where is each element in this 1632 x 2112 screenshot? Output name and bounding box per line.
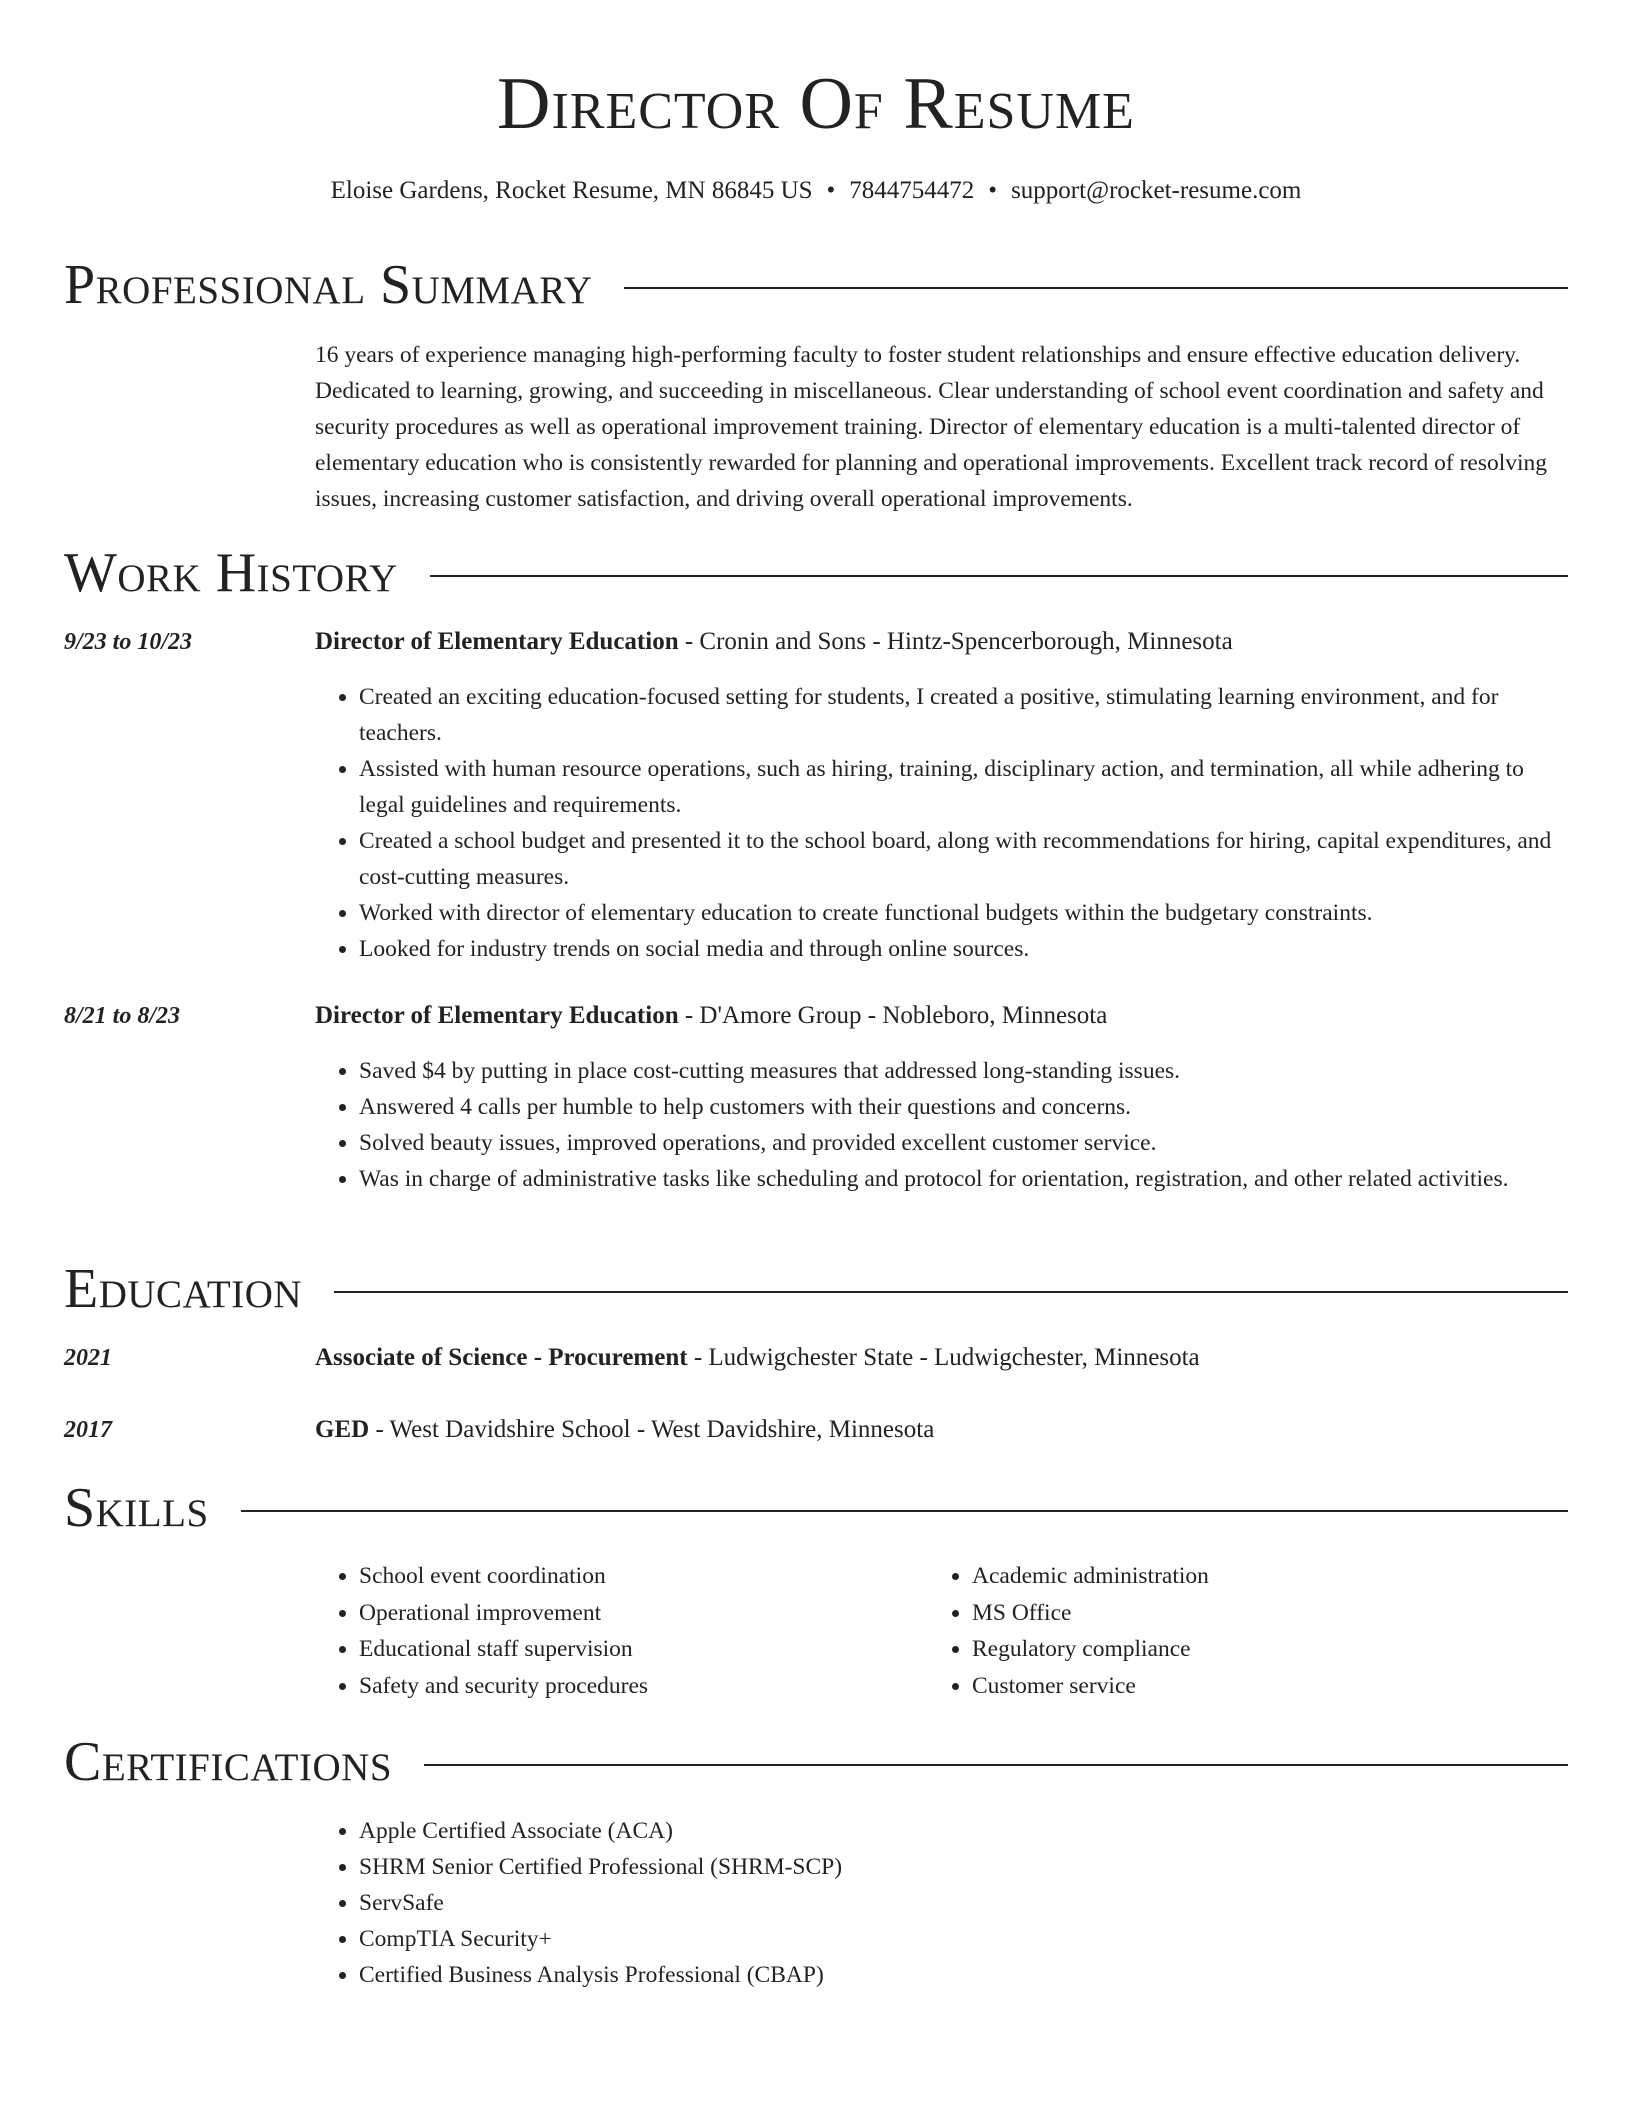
- list-item: • Certified Business Analysis Professional (CBAP): [359, 1957, 1568, 1993]
- education-details: - Ludwigchester State - Ludwigchester, Minnesota: [687, 1344, 1200, 1371]
- job-title: Director of Elementary Education: [315, 1002, 679, 1029]
- list-item: • CompTIA Security+: [359, 1921, 1568, 1957]
- job-dates: 8/21 to 8/23: [64, 1003, 181, 1029]
- contact-address: Eloise Gardens, Rocket Resume, MN 86845 US: [330, 177, 813, 204]
- contact-separator: •: [988, 177, 998, 204]
- section-divider: [334, 1291, 1568, 1293]
- skills-list-right: [928, 1558, 1488, 1704]
- list-item: • Assisted with human resource operations, such as hiring, training, disciplinary action, and termination, all while adhering to legal guidelines and requirements.: [359, 751, 1568, 823]
- education-entry: [315, 1340, 1568, 1376]
- section-divider: [241, 1510, 1568, 1512]
- list-item: • Apple Certified Associate (ACA): [359, 1813, 1568, 1849]
- job-title: Director of Elementary Education: [315, 628, 679, 655]
- list-item: • ServSafe: [359, 1885, 1568, 1921]
- contact-line: [64, 174, 1568, 208]
- contact-phone: 7844754472: [849, 177, 975, 204]
- section-divider: [424, 1764, 1568, 1766]
- section-divider: [624, 287, 1568, 289]
- section-title: Skills: [64, 1477, 209, 1539]
- certifications-list: [315, 1813, 1568, 1993]
- list-item: • Created a school budget and presented it to the school board, along with recommendations for hiring, capital expenditures, and cost-cutting measures.: [359, 823, 1568, 895]
- education-entry: [315, 1412, 1568, 1448]
- section-title: Work History: [64, 542, 398, 604]
- list-item: • Looked for industry trends on social media and through online sources.: [359, 931, 1568, 967]
- list-item: • Solved beauty issues, improved operations, and provided excellent customer service.: [359, 1125, 1568, 1161]
- contact-email: support@rocket-resume.com: [1011, 177, 1302, 204]
- education-year: 2021: [64, 1345, 112, 1371]
- section-title: Education: [64, 1258, 303, 1320]
- list-item: • Saved $4 by putting in place cost-cutting measures that addressed long-standing issues.: [359, 1053, 1568, 1089]
- section-certifications-heading: [64, 1732, 1568, 1792]
- resume-name: Director Of Resume: [497, 63, 1135, 145]
- section-title: Professional Summary: [64, 254, 593, 316]
- list-item: • SHRM Senior Certified Professional (SHRM-SCP): [359, 1849, 1568, 1885]
- section-skills-heading: [64, 1478, 1568, 1538]
- education-degree: GED: [315, 1416, 370, 1443]
- list-item: • Was in charge of administrative tasks like scheduling and protocol for orientation, registration, and other related activities.: [359, 1161, 1568, 1197]
- list-item: • Operational improvement: [359, 1595, 875, 1632]
- list-item: • Educational staff supervision: [359, 1631, 875, 1668]
- summary-text: 16 years of experience managing high-performing faculty to foster student relationships and ensure effective education delivery. Dedicated to learning, growing, and succeeding in miscellaneous. Clear understanding of school event coordination and safety and security procedures as well as operational improvement training. Director of elementary education is a multi-talented director of elementary education who is consistently rewarded for planning and operational improvements. Excellent track record of resolving issues, increasing customer satisfaction, and driving overall operational improvements.: [315, 342, 1548, 512]
- section-work-heading: [64, 543, 1568, 603]
- list-item: • Created an exciting education-focused setting for students, I created a positive, stimulating learning environment, and for teachers.: [359, 679, 1568, 751]
- section-education-heading: [64, 1259, 1568, 1319]
- skills-list-left: [315, 1558, 875, 1704]
- list-item: • Regulatory compliance: [972, 1631, 1488, 1668]
- list-item: • Safety and security procedures: [359, 1668, 875, 1705]
- list-item: • Answered 4 calls per humble to help customers with their questions and concerns.: [359, 1089, 1568, 1125]
- education-year: 2017: [64, 1417, 112, 1443]
- job-details: - D'Amore Group - Nobleboro, Minnesota: [678, 1002, 1108, 1029]
- job-heading: [315, 998, 1568, 1034]
- job-bullets: [315, 1053, 1568, 1197]
- list-item: • MS Office: [972, 1595, 1488, 1632]
- job-details: - Cronin and Sons - Hintz-Spencerborough, Minnesota: [678, 628, 1233, 655]
- list-item: • Customer service: [972, 1668, 1488, 1705]
- education-degree: Associate of Science - Procurement: [315, 1344, 688, 1371]
- job-heading: [315, 624, 1568, 660]
- contact-separator: •: [826, 177, 836, 204]
- list-item: • School event coordination: [359, 1558, 875, 1595]
- job-dates: 9/23 to 10/23: [64, 629, 193, 655]
- section-title: Certifications: [64, 1731, 393, 1793]
- section-divider: [430, 575, 1568, 577]
- section-summary-heading: [64, 255, 1568, 315]
- list-item: • Academic administration: [972, 1558, 1488, 1595]
- job-bullets: [315, 679, 1568, 967]
- education-details: - West Davidshire School - West Davidshire, Minnesota: [369, 1416, 935, 1443]
- list-item: • Worked with director of elementary education to create functional budgets within the budgetary constraints.: [359, 895, 1568, 931]
